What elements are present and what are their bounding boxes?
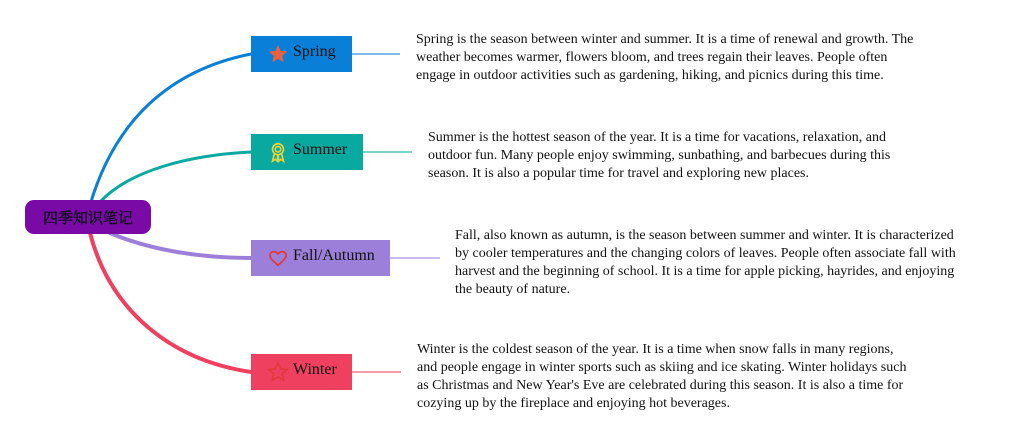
note-winter: Winter is the coldest season of the year. It is a time when snow falls in many regions, and people engage in winter sports such as skiing and ice skating. Winter holidays such as Christmas and New Year's Eve are celebrated during this season. It is also a time for cozying up by the fireplace and enjoying hot beverages. [417,342,907,411]
topic-winter[interactable] [251,354,352,390]
note-summer: Summer is the hottest season of the year. It is a time for vacations, relaxation, and outdoor fun. Many people enjoy swimming, sunbathing, and barbecues during this season. It is also a popular time for travel and exploring new places. [428,130,891,181]
central-topic[interactable] [25,200,151,234]
branch-link-fall [110,233,251,258]
branch-link-summer [100,152,251,202]
topic-label: Fall/Autumn [293,247,375,264]
central-topic-label: 四季知识笔记 [42,208,133,227]
topic-label: Spring [293,43,336,60]
note-spring: Spring is the season between winter and summer. It is a time of renewal and growth. The weather becomes warmer, flowers bloom, and trees regain their leaves. People often engage in outdoor activities such as gardening, hiking, and picnics during this time. [416,32,914,83]
star-filled-icon [267,43,289,65]
heart-outline-icon [267,247,289,269]
note-fall-autumn: Fall, also known as autumn, is the season between summer and winter. It is characterized by cooler temperatures and the changing colors of leaves. People often associate fall with harvest and the beginning of school. It is a time for apple picking, hayrides, and enjoying the beauty of nature. [455,228,956,297]
branch-link-spring [90,54,251,205]
topic-spring[interactable] [251,36,352,72]
topic-fall-autumn[interactable] [251,240,390,276]
topic-label: Winter [293,361,337,378]
branch-link-winter [90,233,251,372]
topic-summer[interactable] [251,134,363,170]
star-outline-icon [267,361,289,383]
award-ribbon-icon [267,141,289,163]
topic-label: Summer [293,141,348,158]
